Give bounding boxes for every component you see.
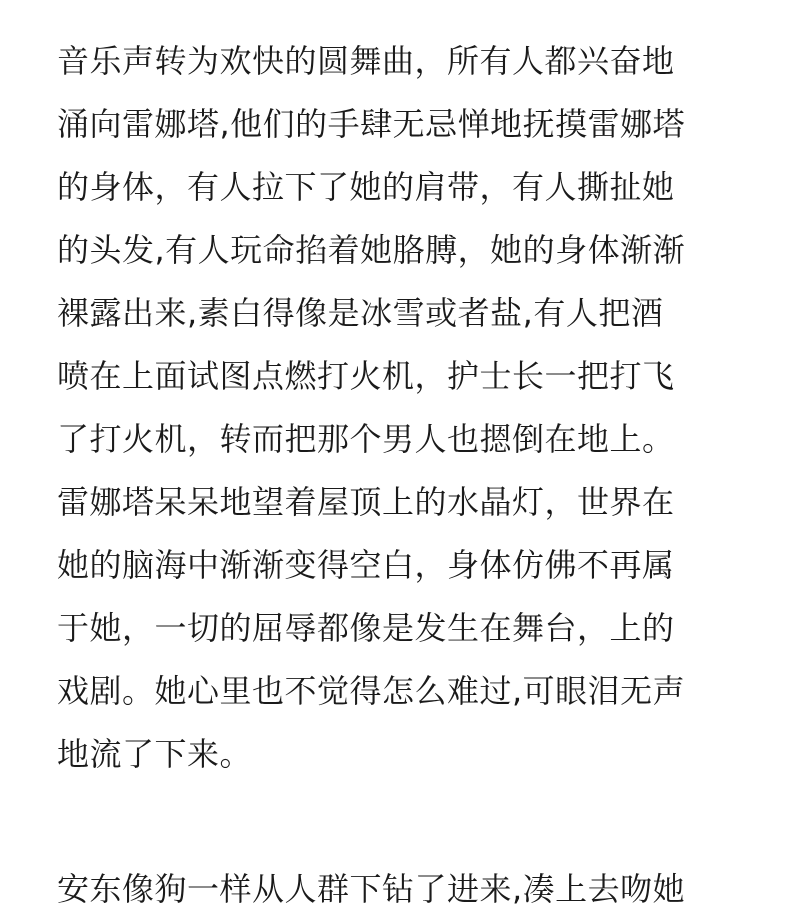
text-line: 戏剧。她心里也不觉得怎么难过,可眼泪无声 <box>57 672 686 710</box>
text-line: 安东像狗一样从人群下钻了进来,凑上去吻她 <box>57 870 686 908</box>
text-line: 的头发,有人玩命掐着她胳膊，她的身体渐渐 <box>57 231 686 269</box>
paragraph <box>57 858 757 920</box>
text-line: 她的脑海中渐渐变得空白，身体仿佛不再属 <box>57 546 675 584</box>
text-line: 涌向雷娜塔,他们的手肆无忌惮地抚摸雷娜塔 <box>57 105 686 143</box>
text-line: 于她，一切的屈辱都像是发生在舞台，上的 <box>57 609 675 647</box>
text-line: 地流了下来。 <box>57 735 253 773</box>
paragraph <box>57 30 757 786</box>
text-line: 音乐声转为欢快的圆舞曲，所有人都兴奋地 <box>57 42 675 80</box>
text-line: 喷在上面试图点燃打火机，护士长一把打飞 <box>57 357 675 395</box>
text-line: 雷娜塔呆呆地望着屋顶上的水晶灯，世界在 <box>57 483 675 521</box>
text-line: 了打火机，转而把那个男人也摁倒在地上。 <box>57 420 675 458</box>
text-line: 裸露出来,素白得像是冰雪或者盐,有人把酒 <box>57 294 664 332</box>
text-line: 的身体，有人拉下了她的肩带，有人撕扯她 <box>57 168 675 206</box>
